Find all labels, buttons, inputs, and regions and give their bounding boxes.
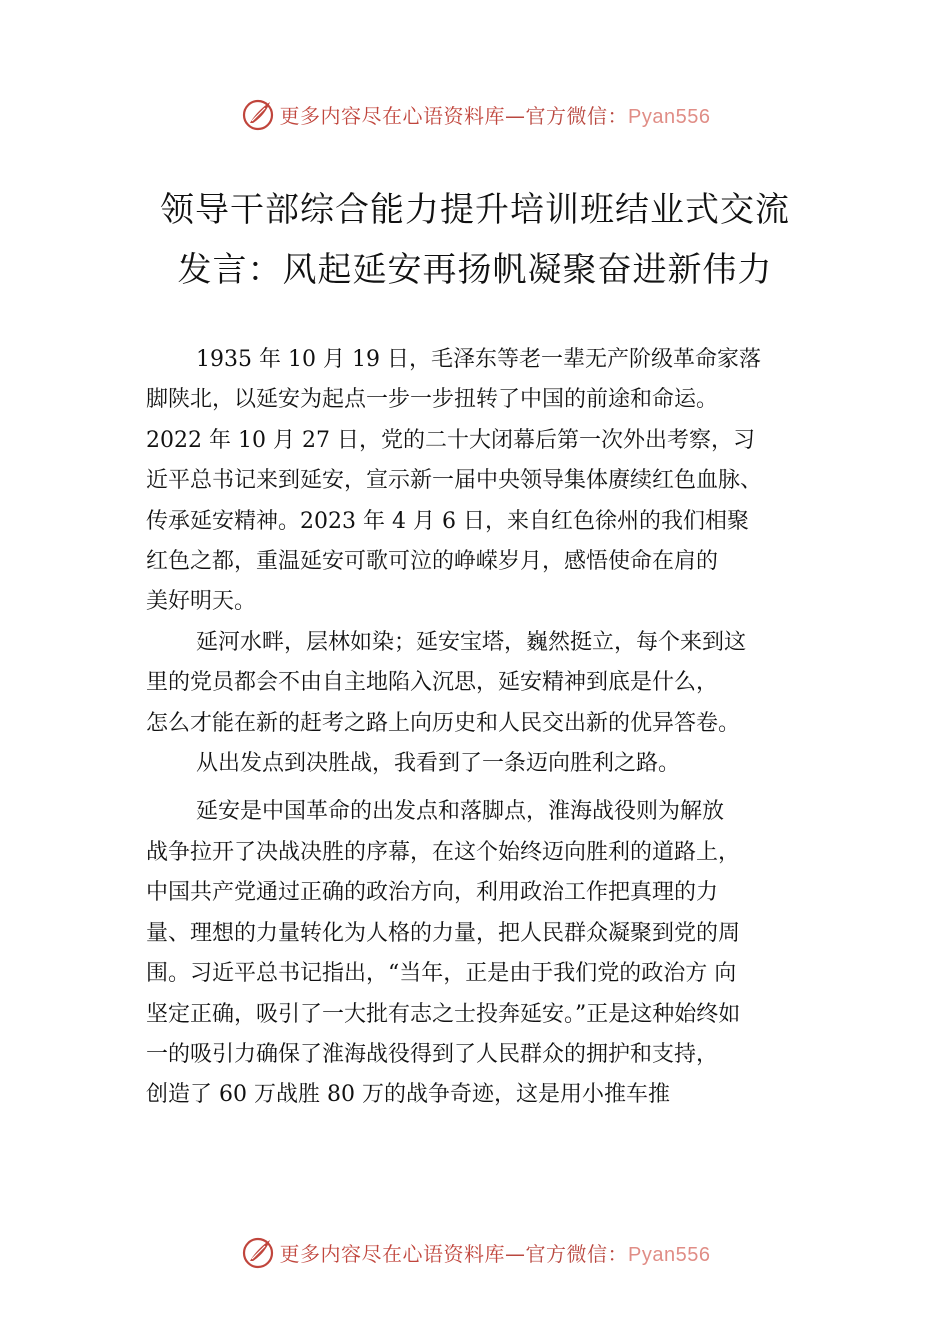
watermark-text: 更多内容尽在心语资料库—官方微信：Pyan556: [279, 1241, 711, 1266]
title-line-1: 领导干部综合能力提升培训班结业式交流: [160, 190, 790, 230]
watermark-header: [0, 94, 950, 134]
text-line: 战争拉开了决战决胜的序幕，在这个始终迈向胜利的道路上，: [146, 839, 741, 865]
document-title: [0, 180, 950, 300]
paragraph-1: [146, 340, 846, 623]
text-line: 延河水畔，层林如染；延安宝塔，巍然挺立，每个来到这: [196, 629, 747, 655]
text-line: 脚陕北，以延安为起点一步一步扭转了中国的前途和命运。: [146, 387, 719, 413]
document-body: [146, 340, 846, 1116]
text-line: 围。习近平总书记指出，“当年，正是由于我们党的政治方 向: [146, 961, 737, 987]
text-line: 量、理想的力量转化为人格的力量，把人民群众凝聚到党的周: [146, 920, 741, 946]
watermark-footer: [0, 1232, 950, 1272]
paragraph-2: [146, 623, 846, 744]
text-line: 近平总书记来到延安，宣示新一届中央领导集体赓续红色血脉、: [146, 468, 763, 494]
text-line: 里的党员都会不由自主地陷入沉思，延安精神到底是什么，: [146, 670, 719, 696]
text-line: 1935 年 10 月 19 日，毛泽东等老一辈无产阶级革命家落: [196, 347, 761, 372]
quill-logo-icon: [240, 96, 276, 132]
wechat-id: Pyan556: [628, 1243, 711, 1266]
text-line: 创造了 60 万战胜 80 万的战争奇迹，这是用小推车推: [146, 1082, 670, 1108]
text-line: 美好明天。: [146, 589, 257, 615]
paragraph-4: [146, 792, 846, 1115]
text-line: 中国共产党通过正确的政治方向，利用政治工作把真理的力: [146, 880, 719, 906]
title-line-2: 发言：风起延安再扬帆凝聚奋进新伟力: [177, 250, 773, 290]
watermark-text: 更多内容尽在心语资料库—官方微信：Pyan556: [279, 103, 711, 128]
text-line: 一的吸引力确保了淮海战役得到了人民群众的拥护和支持，: [146, 1041, 719, 1067]
text-line: 怎么才能在新的赶考之路上向历史和人民交出新的优异答卷。: [146, 710, 741, 736]
text-line: 坚定正确，吸引了一大批有志之士投奔延安。”正是这种始终如: [146, 1001, 741, 1027]
text-line: 从出发点到决胜战，我看到了一条迈向胜利之路。: [196, 751, 681, 777]
quill-logo-icon: [240, 1234, 276, 1270]
text-line: 2022 年 10 月 27 日，党的二十大闭幕后第一次外出考察，习: [146, 427, 755, 453]
text-line: 传承延安精神。2023 年 4 月 6 日，来自红色徐州的我们相聚: [146, 508, 749, 534]
paragraph-3: [146, 744, 846, 784]
text-line: 红色之都，重温延安可歌可泣的峥嵘岁月，感悟使命在肩的: [146, 549, 719, 575]
text-line: 延安是中国革命的出发点和落脚点，淮海战役则为解放: [196, 799, 725, 825]
wechat-id: Pyan556: [628, 105, 711, 128]
